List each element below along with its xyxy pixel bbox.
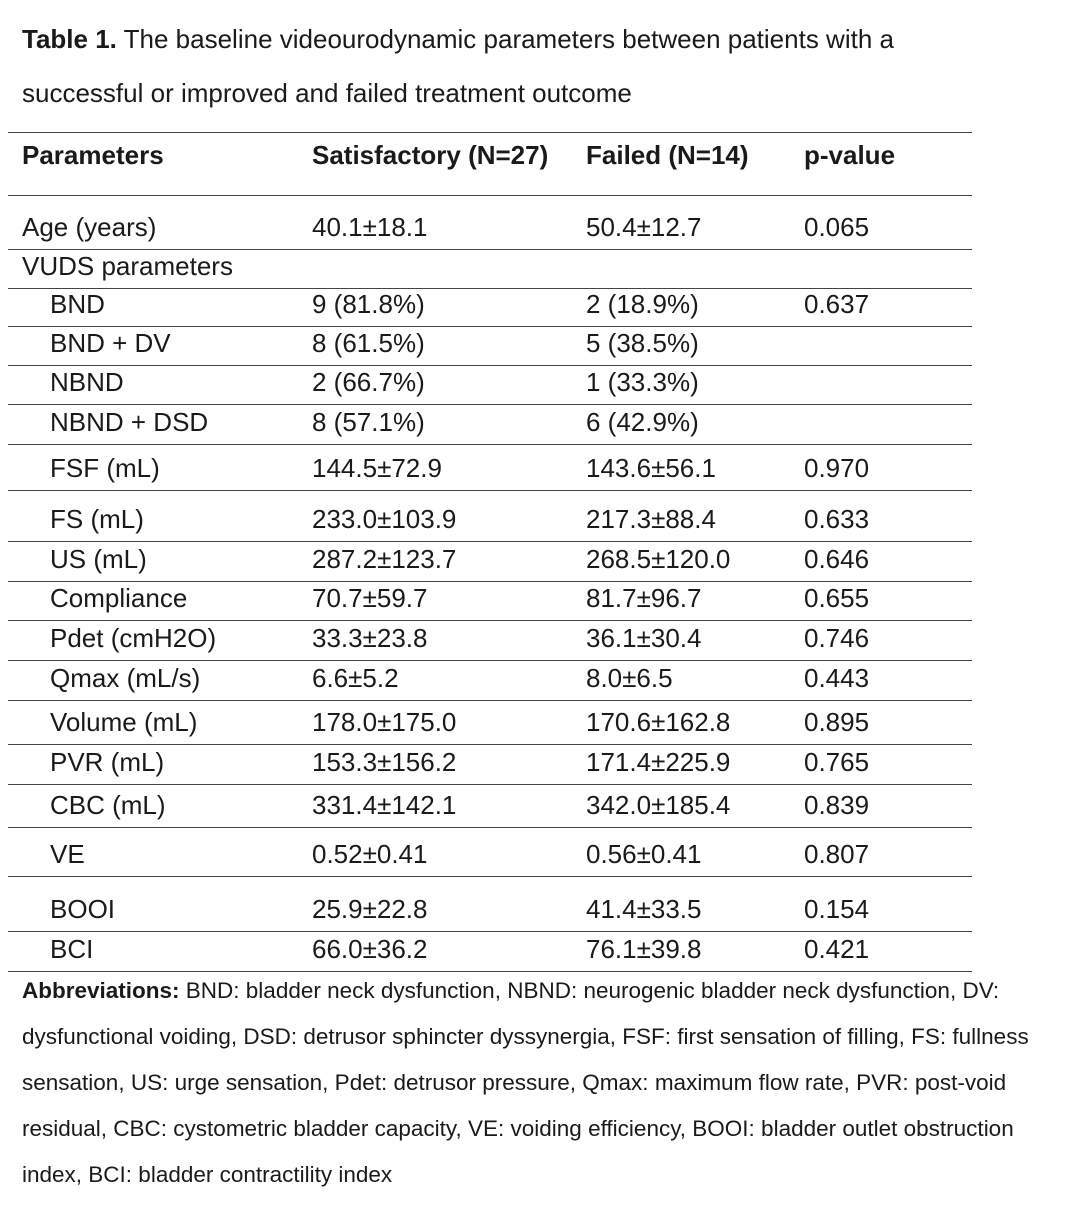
- row-failed: 8.0±6.5: [586, 663, 673, 693]
- row-failed: 0.56±0.41: [586, 839, 702, 869]
- row-parameter: Qmax (mL/s): [50, 663, 201, 693]
- row-satisfactory: 2 (66.7%): [312, 367, 425, 397]
- table-row: [8, 877, 972, 932]
- row-failed: 1 (33.3%): [586, 367, 699, 397]
- row-satisfactory: 66.0±36.2: [312, 934, 428, 964]
- row-satisfactory: 0.52±0.41: [312, 839, 428, 869]
- row-parameter: BND: [50, 289, 105, 319]
- row-parameter: FS (mL): [50, 504, 144, 534]
- row-parameter: BOOI: [50, 894, 116, 924]
- table-row: [8, 745, 972, 785]
- row-failed: 268.5±120.0: [586, 544, 731, 574]
- section-label: VUDS parameters: [22, 251, 233, 281]
- table-caption: [22, 12, 1022, 120]
- row-parameter: Volume (mL): [50, 707, 198, 737]
- row-parameter: CBC (mL): [50, 790, 166, 820]
- row-p-value: 0.421: [804, 934, 870, 964]
- row-satisfactory: 70.7±59.7: [312, 583, 428, 613]
- header-p-value: p-value: [804, 140, 896, 170]
- row-p-value: 0.807: [804, 839, 870, 869]
- row-p-value: 0.746: [804, 623, 870, 653]
- row-failed: 171.4±225.9: [586, 747, 731, 777]
- row-parameter: VE: [50, 839, 85, 869]
- row-satisfactory: 6.6±5.2: [312, 663, 399, 693]
- abbreviations-text: BND: bladder neck dysfunction, NBND: neurogenic bladder neck dysfunction, DV: dysfunctional voiding, DSD: detrusor sphincter dyssynergia, FSF: first sensation of filling, FS: fullness sensation, US: urge sensation, Pdet: detrusor pressure, Qmax: maximum flow rate, PVR: post-void residual, CBC: cystometric bladder capacity, VE: voiding efficiency, BOOI: bladder outlet obstruction index, BCI: bladder contractility index: [22, 978, 1029, 1187]
- row-satisfactory: 153.3±156.2: [312, 747, 457, 777]
- row-parameter: Compliance: [50, 583, 188, 613]
- row-p-value: 0.839: [804, 790, 870, 820]
- row-satisfactory: 8 (57.1%): [312, 407, 425, 437]
- row-failed: 342.0±185.4: [586, 790, 731, 820]
- row-parameter: FSF (mL): [50, 453, 160, 483]
- table-row: [8, 582, 972, 621]
- header-satisfactory: Satisfactory (N=27): [312, 140, 549, 170]
- row-p-value: 0.646: [804, 544, 870, 574]
- table-row: [8, 661, 972, 701]
- row-failed: 170.6±162.8: [586, 707, 731, 737]
- row-failed: 217.3±88.4: [586, 504, 716, 534]
- row-parameter: BCI: [50, 934, 94, 964]
- abbreviations-label: Abbreviations:: [22, 978, 180, 1003]
- row-parameter: PVR (mL): [50, 747, 165, 777]
- row-satisfactory: 33.3±23.8: [312, 623, 428, 653]
- row-p-value: 0.895: [804, 707, 870, 737]
- row-satisfactory: 178.0±175.0: [312, 707, 457, 737]
- row-failed: 76.1±39.8: [586, 934, 702, 964]
- table-row: [8, 196, 972, 250]
- table-row: [8, 621, 972, 661]
- row-failed: 50.4±12.7: [586, 212, 702, 242]
- row-satisfactory: 8 (61.5%): [312, 328, 425, 358]
- row-failed: 143.6±56.1: [586, 453, 716, 483]
- row-satisfactory: 331.4±142.1: [312, 790, 457, 820]
- caption-text: The baseline videourodynamic parameters between patients with a successful or improved and failed treatment outcome: [22, 24, 894, 108]
- row-satisfactory: 144.5±72.9: [312, 453, 442, 483]
- row-failed: 81.7±96.7: [586, 583, 702, 613]
- table-row: [8, 445, 972, 491]
- table-row: [8, 785, 972, 828]
- row-failed: 2 (18.9%): [586, 289, 699, 319]
- table-row: [8, 491, 972, 542]
- table-row: [8, 701, 972, 745]
- row-p-value: 0.065: [804, 212, 870, 242]
- row-satisfactory: 25.9±22.8: [312, 894, 428, 924]
- table-row: [8, 289, 972, 327]
- row-p-value: 0.637: [804, 289, 870, 319]
- table-row: [8, 542, 972, 582]
- table-row: [8, 828, 972, 877]
- row-satisfactory: 9 (81.8%): [312, 289, 425, 319]
- row-parameter: BND + DV: [50, 328, 171, 358]
- table-row: [8, 405, 972, 445]
- table-header-row: [8, 133, 972, 196]
- table-row: [8, 327, 972, 366]
- table-section-row: [8, 250, 972, 289]
- row-p-value: 0.443: [804, 663, 870, 693]
- row-p-value: 0.765: [804, 747, 870, 777]
- results-table: [8, 132, 972, 972]
- row-p-value: 0.655: [804, 583, 870, 613]
- row-failed: 36.1±30.4: [586, 623, 702, 653]
- header-parameters: Parameters: [22, 140, 164, 170]
- row-satisfactory: 233.0±103.9: [312, 504, 457, 534]
- row-failed: 41.4±33.5: [586, 894, 702, 924]
- header-failed: Failed (N=14): [586, 140, 749, 170]
- row-p-value: 0.970: [804, 453, 870, 483]
- row-parameter: US (mL): [50, 544, 147, 574]
- row-failed: 5 (38.5%): [586, 328, 699, 358]
- abbreviations-note: [22, 968, 1062, 1198]
- row-failed: 6 (42.9%): [586, 407, 699, 437]
- table-row: [8, 366, 972, 405]
- table-row: [8, 932, 972, 972]
- row-satisfactory: 40.1±18.1: [312, 212, 428, 242]
- row-parameter: NBND + DSD: [50, 407, 209, 437]
- row-satisfactory: 287.2±123.7: [312, 544, 457, 574]
- row-parameter: Pdet (cmH2O): [50, 623, 217, 653]
- row-p-value: 0.633: [804, 504, 870, 534]
- row-parameter: Age (years): [22, 212, 157, 242]
- row-p-value: 0.154: [804, 894, 870, 924]
- caption-label: Table 1.: [22, 24, 117, 54]
- row-parameter: NBND: [50, 367, 124, 397]
